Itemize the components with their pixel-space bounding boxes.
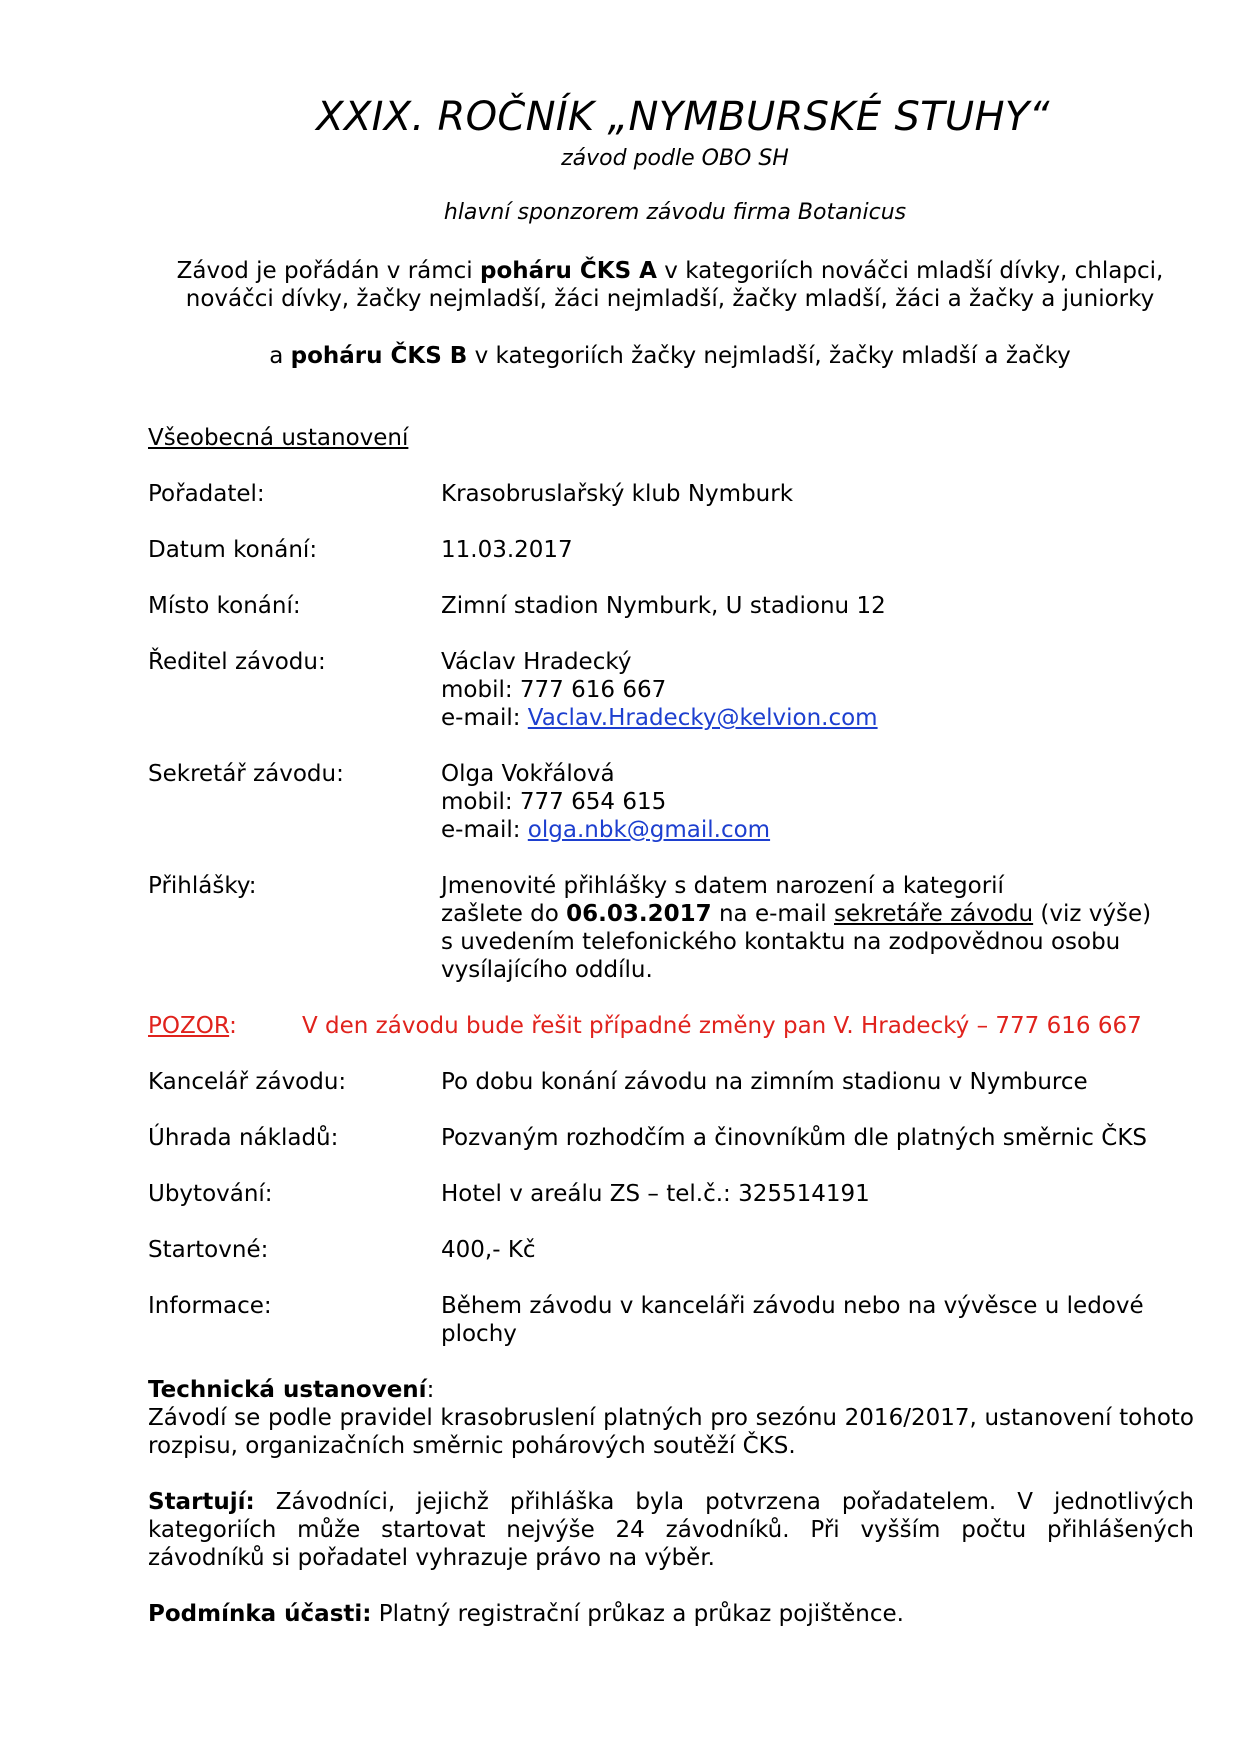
starters-label: Startují: [148, 1489, 255, 1515]
director-label: Ředitel závodu: [148, 649, 326, 675]
fee-value: 400,- Kč [441, 1237, 536, 1263]
technical-heading-text: Technická ustanovení [148, 1377, 427, 1403]
lodging-label: Ubytování: [148, 1181, 273, 1207]
date-label: Datum konání: [148, 537, 318, 563]
entries-label: Přihlášky: [148, 873, 257, 899]
organizer-value: Krasobruslařský klub Nymburk [441, 481, 794, 507]
intro-line-3 [0, 342, 1240, 370]
intro-text: Závod je pořádán v rámci [176, 258, 480, 284]
starters-paragraph [148, 1488, 1194, 1572]
secretary-label: Sekretář závodu: [148, 761, 344, 787]
place-value: Zimní stadion Nymburk, U stadionu 12 [441, 593, 886, 619]
organizer-label: Pořadatel: [148, 481, 265, 507]
secretary-reference: sekretáře závodu [834, 901, 1034, 927]
secretary-email-line [441, 816, 770, 844]
office-label: Kancelář závodu: [148, 1069, 347, 1095]
director-email-line [441, 704, 878, 732]
entries-text: na e-mail [711, 901, 835, 927]
technical-heading [148, 1376, 434, 1404]
entries-deadline: 06.03.2017 [566, 901, 712, 927]
general-heading: Všeobecná ustanovení [148, 425, 409, 451]
secretary-email-link[interactable]: olga.nbk@gmail.com [527, 817, 771, 843]
info-label: Informace: [148, 1293, 272, 1319]
warning-word: POZOR [148, 1013, 230, 1039]
secretary-name: Olga Vokřálová [441, 761, 615, 787]
director-name: Václav Hradecký [441, 649, 632, 675]
starters-text: Závodníci, jejichž přihláška byla potvrzena pořadatelem. V jednotlivých kategoriích může startovat nejvýše 24 závodníků. Při vyšším počtu přihlášených závodníků si pořadatel vyhrazuje právo na výběr. [148, 1489, 1194, 1571]
info-line-2: plochy [441, 1321, 517, 1347]
cup-a: poháru ČKS A [480, 258, 657, 284]
entries-text: (viz výše) [1033, 901, 1152, 927]
fee-label: Startovné: [148, 1237, 269, 1263]
director-mobile: mobil: 777 616 667 [441, 677, 667, 703]
place-label: Místo konání: [148, 593, 301, 619]
condition-text: Platný registrační průkaz a průkaz pojištěnce. [371, 1601, 904, 1627]
condition-label: Podmínka účasti: [148, 1601, 372, 1627]
warning-colon: : [229, 1013, 237, 1039]
office-value: Po dobu konání závodu na zimním stadionu v Nymburce [441, 1069, 1088, 1095]
entries-line-1: Jmenovité přihlášky s datem narození a kategorií [441, 873, 1004, 899]
condition-paragraph [148, 1600, 1194, 1628]
warning-label [148, 1012, 237, 1040]
intro-text: v kategoriích nováčci mladší dívky, chlapci, [656, 258, 1164, 284]
entries-text: zašlete do [441, 901, 567, 927]
secretary-mobile: mobil: 777 654 615 [441, 789, 667, 815]
date-value: 11.03.2017 [441, 537, 573, 563]
costs-value: Pozvaným rozhodčím a činovníkům dle platných směrnic ČKS [441, 1125, 1148, 1151]
intro-line-1 [0, 257, 1240, 285]
email-prefix: e-mail: [441, 705, 528, 731]
document-subtitle: závod podle OBO SH [561, 146, 789, 171]
email-prefix: e-mail: [441, 817, 528, 843]
lodging-value: Hotel v areálu ZS – tel.č.: 325514191 [441, 1181, 870, 1207]
info-line-1: Během závodu v kanceláři závodu nebo na vývěsce u ledové [441, 1293, 1144, 1319]
intro-line-2: nováčci dívky, žačky nejmladší, žáci nejmladší, žačky mladší, žáci a žačky a juniorky [185, 286, 1155, 312]
cup-b: poháru ČKS B [290, 343, 468, 369]
entries-line-3: s uvedením telefonického kontaktu na zodpovědnou osobu [441, 929, 1121, 955]
sponsor-line: hlavní sponzorem závodu firma Botanicus [443, 200, 907, 225]
intro-text: a [269, 343, 291, 369]
technical-heading-colon: : [426, 1377, 435, 1403]
intro-text: v kategoriích žačky nejmladší, žačky mladší a žačky [467, 343, 1071, 369]
entries-line-2 [441, 900, 1151, 928]
technical-text: Závodí se podle pravidel krasobruslení platných pro sezónu 2016/2017, ustanovení tohoto rozpisu, organizačních směrnic pohárových soutěží ČKS. [148, 1405, 1194, 1459]
entries-line-4: vysílajícího oddílu. [441, 957, 653, 983]
warning-text: V den závodu bude řešit případné změny pan V. Hradecký – 777 616 667 [302, 1013, 1142, 1039]
document-title: XXIX. ROČNÍK „NYMBURSKÉ STUHY“ [316, 94, 1050, 140]
director-email-link[interactable]: Vaclav.Hradecky@kelvion.com [527, 705, 878, 731]
costs-label: Úhrada nákladů: [148, 1125, 339, 1151]
